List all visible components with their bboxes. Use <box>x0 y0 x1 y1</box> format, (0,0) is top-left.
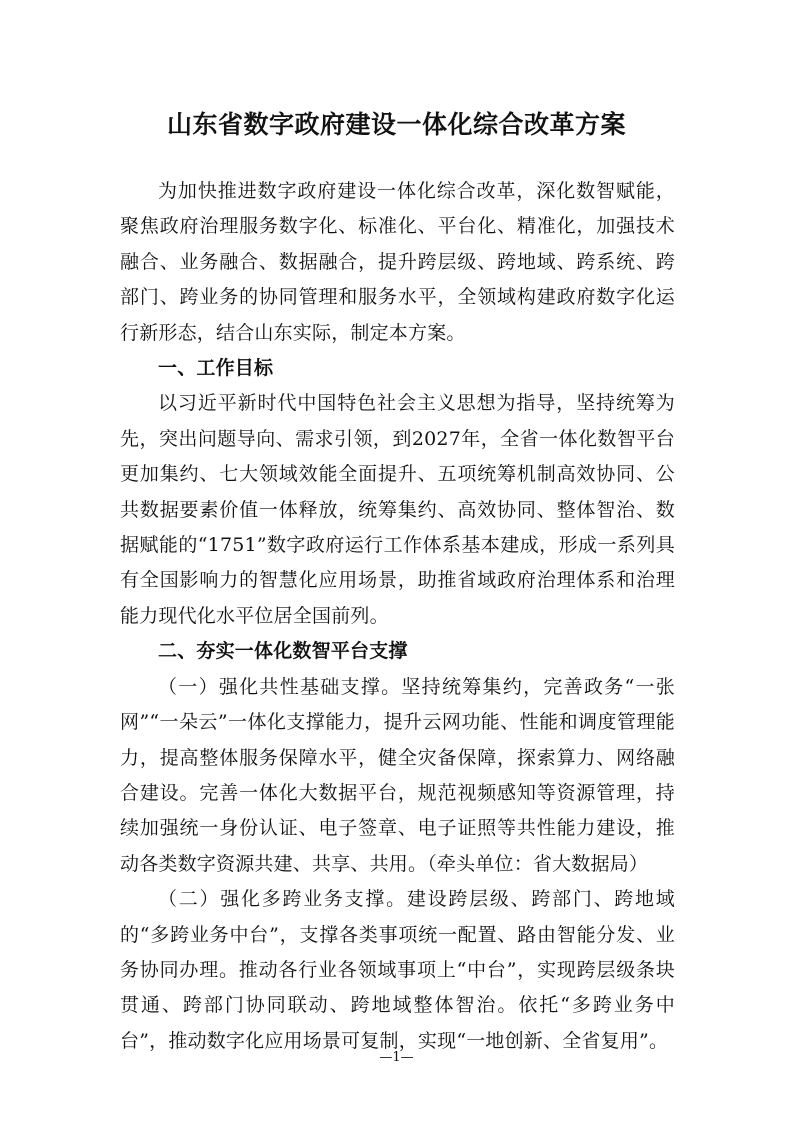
section-heading-platform: 二、夯实一体化数智平台支撑 <box>158 640 408 663</box>
intro-paragraph: 为加快推进数字政府建设一体化综合改革，深化数智赋能，聚焦政府治理服务数字化、标准化、平台化、精准化，加强技术融合、业务融合、数据融合，提升跨层级、跨地域、跨系统、跨部门、跨业务的协同管理和服务水平，全领域构建政府数字化运行新形态，结合山东实际，制定本方案。 <box>120 180 675 344</box>
document-title: 山东省数字政府建设一体化综合改革方案 <box>166 110 626 139</box>
section-platform-item-2: （二）强化多跨业务支撑。建设跨层级、跨部门、跨地域的“多跨业务中台”，支撑各类事项统一配置、路由智能分发、业务协同办理。推动各行业各领域事项上“中台”，实现跨层级条块贯通、跨部门协同联动、跨地域整体智治。依托“多跨业务中台”，推动数字化应用场景可复制，实现“一地创新、全省复用”。 <box>120 888 675 1052</box>
section-goals-paragraph: 以习近平新时代中国特色社会主义思想为指导，坚持统筹为先，突出问题导向、需求引领，到2027年，全省一体化数智平台更加集约、七大领域效能全面提升、五项统筹机制高效协同、公共数据要素价值一体释放，统筹集约、高效协同、整体智治、数据赋能的“1751”数字政府运行工作体系基本建成，形成一系列具有全国影响力的智慧化应用场景，助推省域政府治理体系和治理能力现代化水平位居全国前列。 <box>120 392 675 627</box>
section-platform-item-1: （一）强化共性基础支撑。坚持统筹集约，完善政务“一张网”“一朵云”一体化支撑能力，提升云网功能、性能和调度管理能力，提高整体服务保障水平，健全灾备保障，探索算力、网络融合建设。完善一体化大数据平台，规范视频感知等资源管理，持续加强统一身份认证、电子签章、电子证照等共性能力建设，推动各类数字资源共建、共享、共用。（牵头单位：省大数据局） <box>120 675 675 875</box>
document-body <box>120 174 675 1059</box>
section-heading-goals: 一、工作目标 <box>158 357 274 380</box>
page-number: —1— <box>379 1050 414 1065</box>
